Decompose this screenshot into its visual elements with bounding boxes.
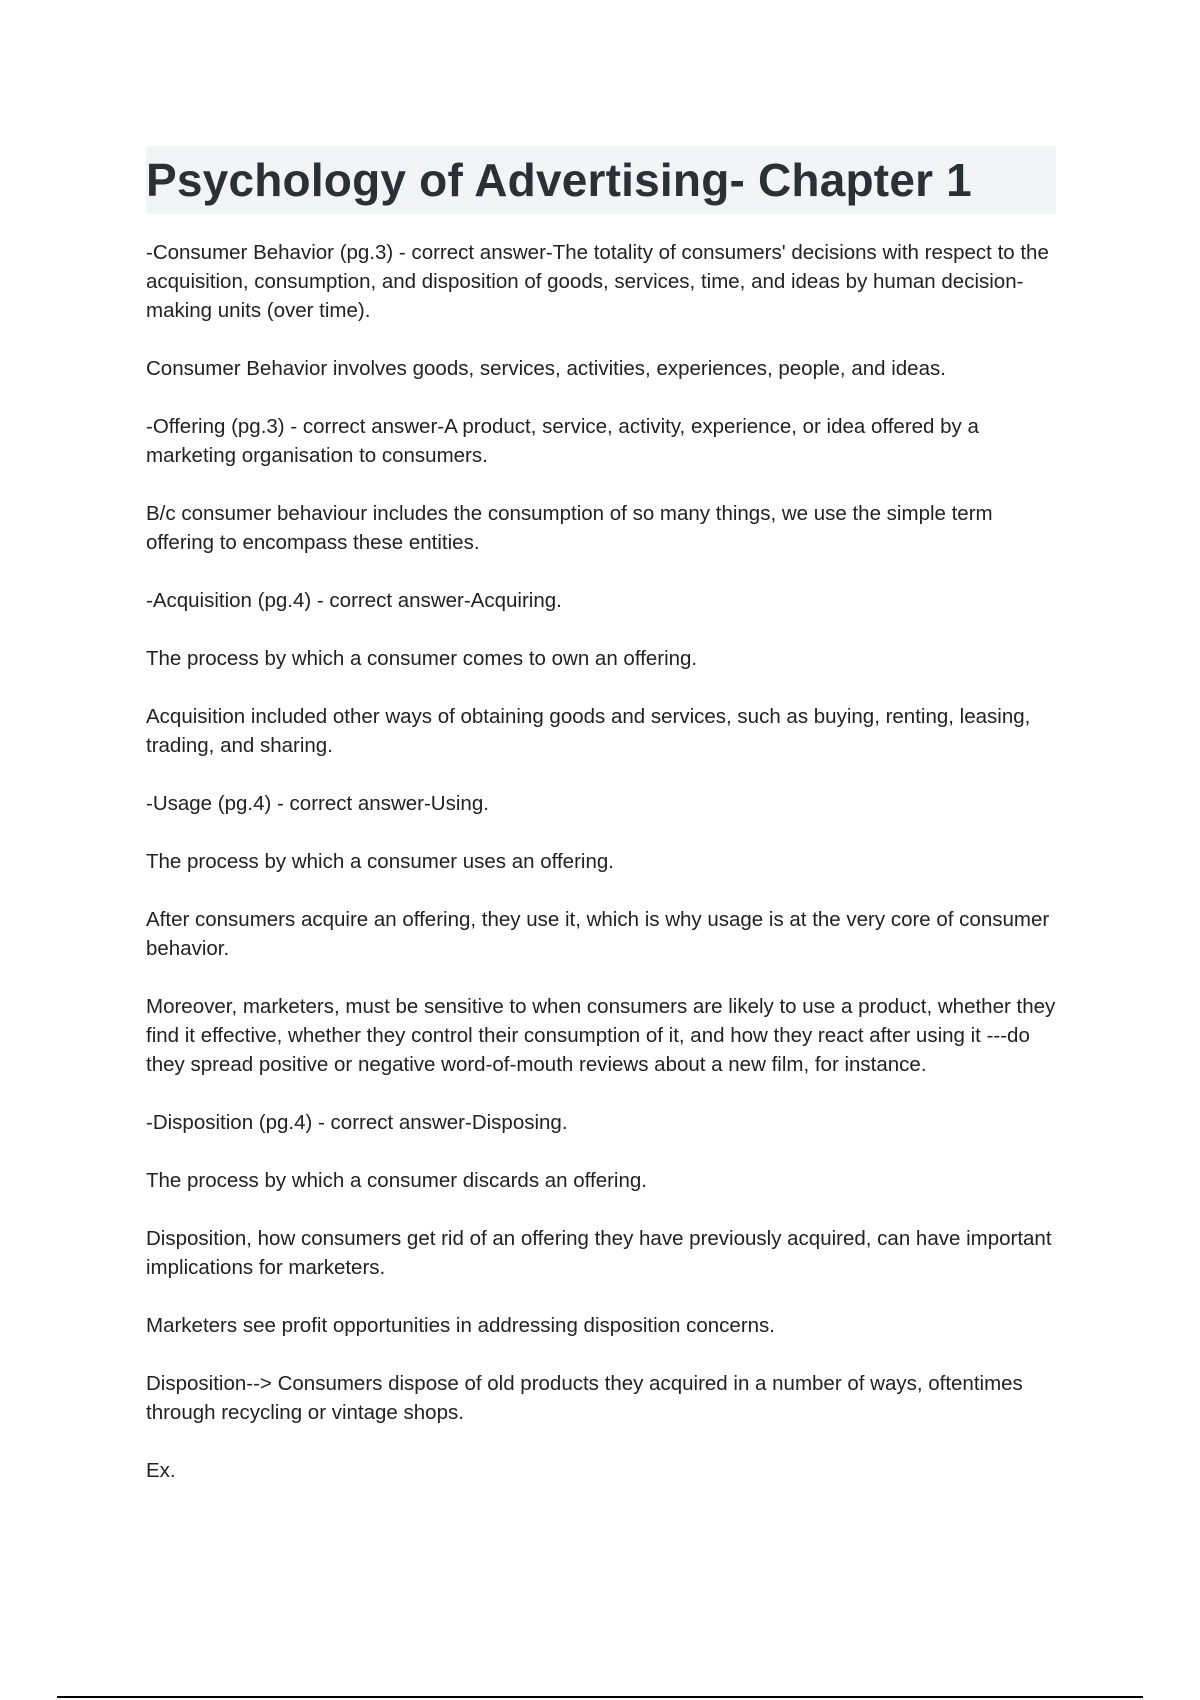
page-title: Psychology of Advertising- Chapter 1 bbox=[146, 154, 972, 206]
paragraph-usage-definition: -Usage (pg.4) - correct answer-Using. bbox=[146, 792, 489, 815]
paragraph-usage-marketers: Moreover, marketers, must be sensitive to when consumers are likely to use a product, whether they find it effective, whether they control their consumption of it, and how they react after using it ---do they spread positive or negative word-of-mouth reviews about a new film, for instance. bbox=[146, 995, 1056, 1076]
paragraph-consumer-behavior-scope: Consumer Behavior involves goods, services, activities, experiences, people, and ideas. bbox=[146, 357, 946, 380]
paragraph-usage-process: The process by which a consumer uses an offering. bbox=[146, 850, 614, 873]
paragraph-offering-explanation: B/c consumer behaviour includes the consumption of so many things, we use the simple term offering to encompass these entities. bbox=[146, 502, 993, 554]
paragraph-acquisition-ways: Acquisition included other ways of obtaining goods and services, such as buying, renting, leasing, trading, and sharing. bbox=[146, 705, 1031, 757]
paragraph-disposition-process: The process by which a consumer discards an offering. bbox=[146, 1169, 647, 1192]
footer-divider bbox=[57, 1696, 1143, 1698]
paragraph-disposition-ways: Disposition--> Consumers dispose of old products they acquired in a number of ways, oftentimes through recycling or vintage shops. bbox=[146, 1372, 1023, 1424]
paragraph-disposition-definition: -Disposition (pg.4) - correct answer-Disposing. bbox=[146, 1111, 568, 1134]
paragraph-example: Ex. bbox=[146, 1459, 176, 1482]
title-banner bbox=[146, 146, 1056, 214]
paragraph-disposition-profit: Marketers see profit opportunities in addressing disposition concerns. bbox=[146, 1314, 775, 1337]
paragraph-acquisition-definition: -Acquisition (pg.4) - correct answer-Acquiring. bbox=[146, 589, 562, 612]
paragraph-acquisition-process: The process by which a consumer comes to own an offering. bbox=[146, 647, 698, 670]
paragraph-usage-core: After consumers acquire an offering, they use it, which is why usage is at the very core of consumer behavior. bbox=[146, 908, 1050, 960]
paragraph-consumer-behavior-definition: -Consumer Behavior (pg.3) - correct answer-The totality of consumers' decisions with respect to the acquisition, consumption, and disposition of goods, services, time, and ideas by human decision-making units (over time). bbox=[146, 241, 1049, 322]
paragraph-disposition-implications: Disposition, how consumers get rid of an offering they have previously acquired, can have important implications for marketers. bbox=[146, 1227, 1052, 1279]
document-body bbox=[146, 238, 1061, 1514]
paragraph-offering-definition: -Offering (pg.3) - correct answer-A product, service, activity, experience, or idea offered by a marketing organisation to consumers. bbox=[146, 415, 979, 467]
